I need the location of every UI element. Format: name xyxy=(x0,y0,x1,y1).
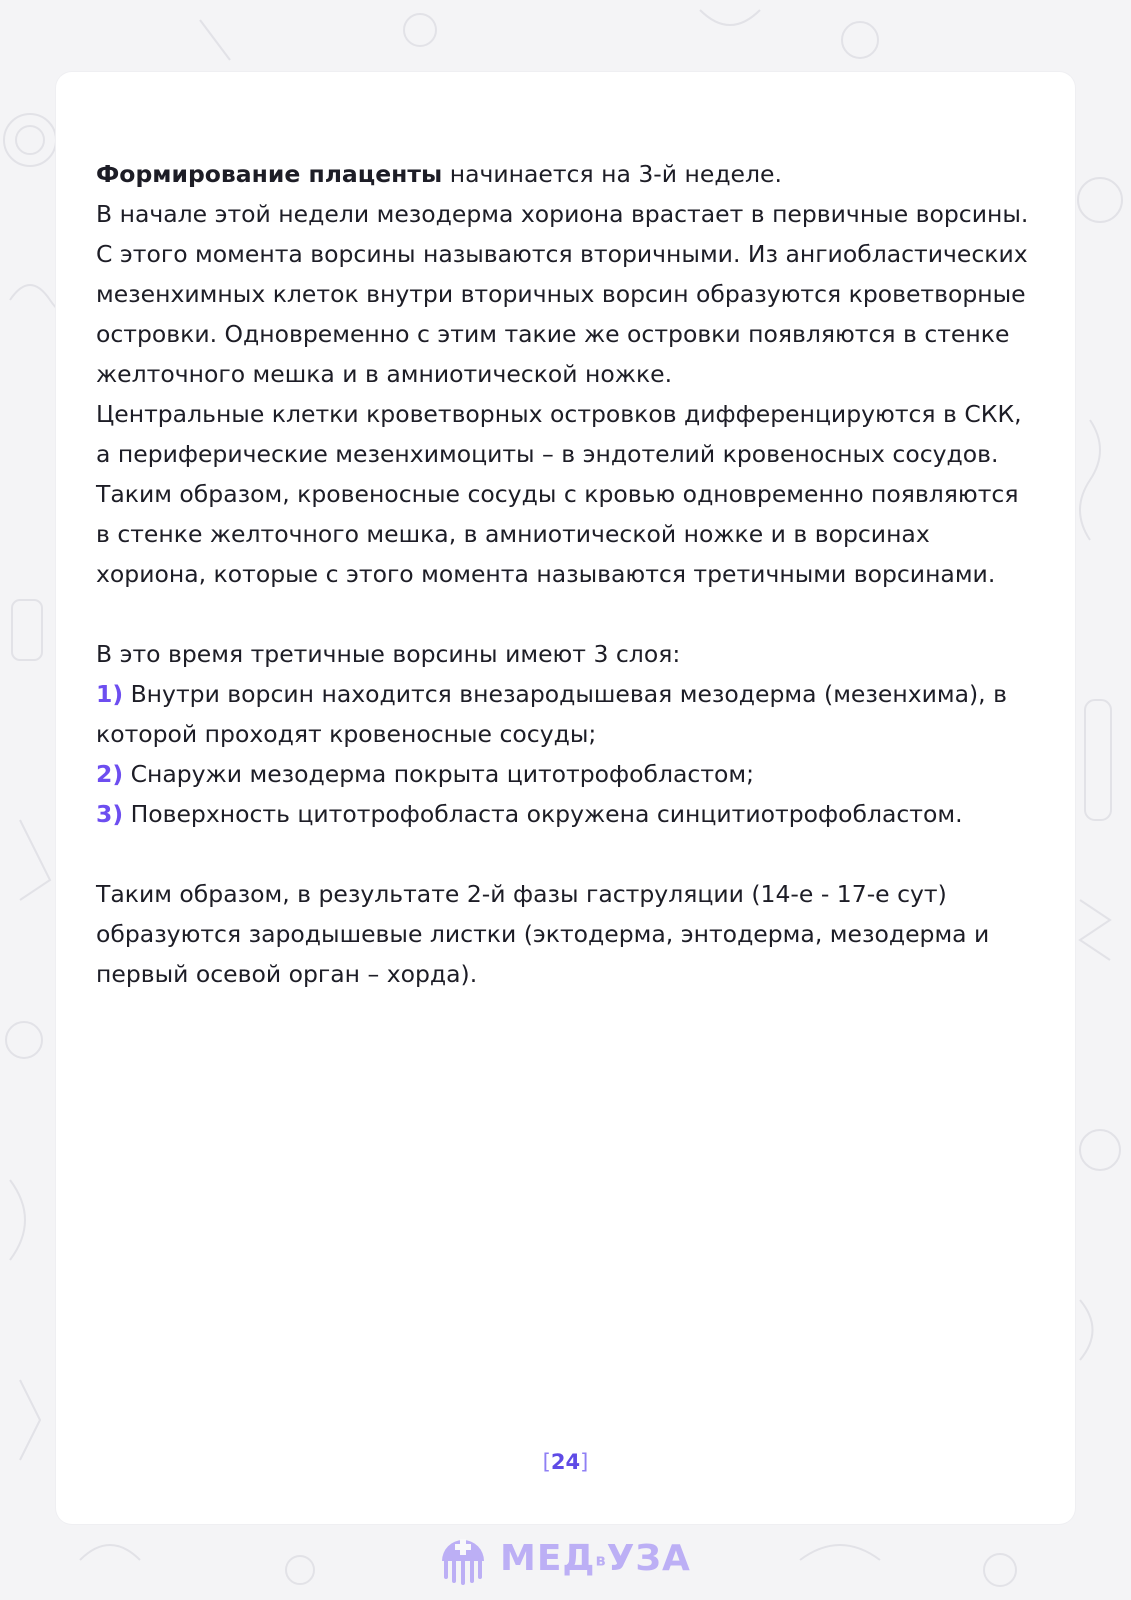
list-item xyxy=(96,754,1036,794)
logo-part-v: в xyxy=(595,1550,607,1569)
list-text: Поверхность цитотрофобласта окружена синцитиотрофобластом. xyxy=(123,800,963,828)
page-number-bracket-close: ] xyxy=(580,1450,589,1474)
list-text: Снаружи мезодерма покрыта цитотрофобластом; xyxy=(123,760,755,788)
paragraph-mesoderm: В начале этой недели мезодерма хориона врастает в первичные ворсины. С этого момента ворсины называются вторичными. Из ангиобластических мезенхимных клеток внутри вторичных ворсин образуются кроветворные островки. Одновременно с этим такие же островки появляются в стенке желточного мешка и в амниотической ножке. xyxy=(96,200,1029,388)
term-placenta-formation: Формирование плаценты xyxy=(96,160,443,188)
logo-part-uza: УЗА xyxy=(606,1537,691,1579)
page-number-bracket-open: [ xyxy=(542,1450,551,1474)
paragraph-blood-vessels: Таким образом, кровеносные сосуды с кровью одновременно появляются в стенке желточного мешка, в амниотической ножке и в ворсинах хориона, которые с этого момента называются третичными ворсинами. xyxy=(96,480,1019,588)
spacer xyxy=(96,834,1036,874)
page-number xyxy=(56,1450,1075,1474)
page-card xyxy=(56,72,1075,1524)
intro-text: начинается на 3-й неделе. xyxy=(442,160,782,188)
logo-part-med: МЕД xyxy=(500,1537,596,1579)
logo-wordmark xyxy=(500,1538,691,1579)
list-item xyxy=(96,674,1036,754)
spacer xyxy=(96,594,1036,634)
list-number: 3) xyxy=(96,800,124,828)
list-number: 1) xyxy=(96,680,124,708)
list-item xyxy=(96,794,1036,834)
paragraph-conclusion: Таким образом, в результате 2-й фазы гаструляции (14-е - 17-е сут) образуются зародышевые листки (эктодерма, энтодерма, мезодерма и первый осевой орган – хорда). xyxy=(96,880,990,988)
paragraph-central-cells: Центральные клетки кроветворных островков дифференцируются в СКК, а периферические мезенхимоциты – в эндотелий кровеносных сосудов. xyxy=(96,400,1022,468)
page-number-value: 24 xyxy=(550,1450,581,1474)
medical-jellyfish-icon xyxy=(436,1531,490,1585)
list-text: Внутри ворсин находится внезародышевая мезодерма (мезенхима), в которой проходят кровеносные сосуды; xyxy=(96,680,1007,748)
paragraph-intro xyxy=(96,154,1036,194)
paragraph-layers-intro: В это время третичные ворсины имеют 3 слоя: xyxy=(96,640,681,668)
document-body xyxy=(96,154,1036,994)
brand-logo xyxy=(436,1530,696,1586)
list-number: 2) xyxy=(96,760,124,788)
